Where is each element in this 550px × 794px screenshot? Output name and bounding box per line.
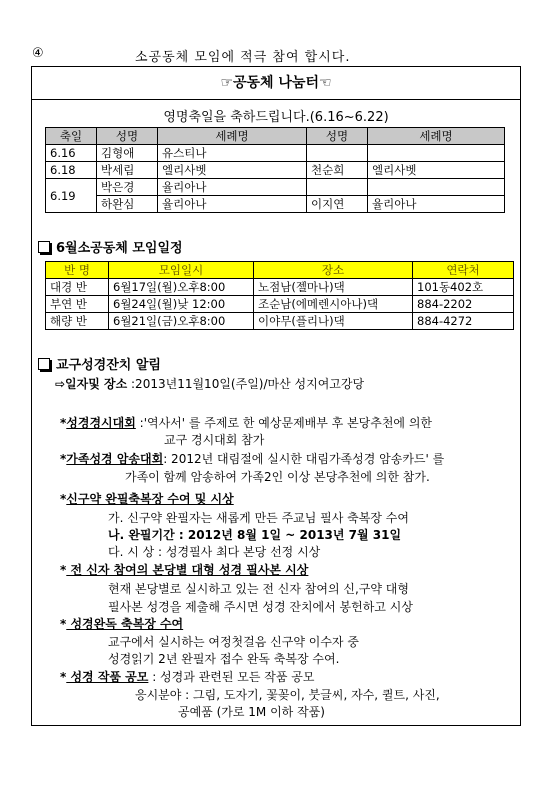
item-reading [60,615,183,632]
bullet-star: * [60,563,67,577]
cell-saint [368,145,505,162]
col-saint-2: 세례명 [368,128,505,145]
item-text: 교구 경시대회 참가 [164,433,265,447]
cell-date: 6.16 [46,145,97,162]
checkbox-icon [38,241,50,253]
cell-place: 조순남(에메렌시아나)댁 [254,296,413,313]
bullet-star: * [60,617,67,631]
bullet-star: * [60,670,67,684]
item-text: 가. 신구약 완필자는 새롭게 만든 주교님 필사 축복장 수여 [108,511,409,525]
item-text: 필사본 성경을 제출해 주시면 성경 잔치에서 봉헌하고 시상 [108,600,413,614]
cell-name [307,145,368,162]
bullet-star: * [60,416,67,430]
meetings-header-row [46,262,514,279]
item-text: 공예품 (가로 1M 이하 작품) [178,705,325,719]
col-name-1: 성명 [97,128,158,145]
col-group: 반 명 [46,262,109,279]
item-contest [60,668,314,685]
cell-time: 6월24일(월)낮 12:00 [109,296,254,313]
cell-group: 대경 반 [46,279,109,296]
cell-saint: 엘리사벳 [158,162,307,179]
title-divider [32,99,520,100]
item-text: 현재 본당별로 실시하고 있는 전 신자 참여의 신,구약 대형 [108,582,409,596]
col-saint-1: 세례명 [158,128,307,145]
item-text: 성경읽기 2년 완필자 접수 완독 축복장 수여. [108,652,340,666]
event-heading-wrap [38,354,161,373]
col-name-2: 성명 [307,128,368,145]
item-text: 나. 완필기간 : 2012년 8월 1일 ~ 2013년 7월 31일 [108,528,402,542]
item-text: 가족이 함께 암송하여 가족2인 이상 본당추천에 의한 참가. [125,470,430,484]
cell-group: 부연 반 [46,296,109,313]
table-row [46,279,514,296]
cell-name: 박세림 [97,162,158,179]
item-title: 신구약 완필축복장 수여 및 시상 [66,492,234,506]
item-title: 성경경시대회 [66,416,136,430]
meetings-heading: 6월소공동체 모임일정 [56,241,183,256]
item-quiz [60,414,432,431]
item-recitation [60,450,444,467]
event-date-line [55,375,364,392]
cell-place: 이야무(플리나)댁 [254,313,413,330]
col-date: 축일 [46,128,97,145]
meetings-heading-wrap [38,237,183,256]
cell-contact: 884-4272 [413,313,514,330]
cell-name [307,179,368,196]
meetings-table [45,261,514,330]
birthday-heading: 영명축일을 축하드립니다.(6.16~6.22) [163,110,389,125]
cell-name: 하완심 [97,196,158,213]
col-time: 모임일시 [109,262,254,279]
date-label: ⇨일자및 장소 [55,377,128,391]
cell-saint: 율리아나 [368,196,505,213]
item-large-bible [60,561,308,578]
table-row [46,162,505,179]
event-heading: 교구성경잔치 알림 [56,358,161,373]
cell-time: 6월21일(금)오후8:00 [109,313,254,330]
table-row [46,179,505,196]
table-row [46,145,505,162]
cell-date: 6.19 [46,179,97,213]
slogan: 소공동체 모임에 적극 참여 합시다. [135,50,351,65]
table-row [46,196,505,213]
item-text: :'역사서' 를 주제로 한 예상문제배부 후 본당추천에 의한 [135,416,433,430]
cell-time: 6월17일(월)오후8:00 [109,279,254,296]
table-row [46,296,514,313]
birthday-table [45,127,505,213]
item-title: 가족성경 암송대회 [66,452,164,466]
page-title: ☞공동체 나눔터☜ [220,75,332,91]
cell-saint: 엘리사벳 [368,162,505,179]
table-row [46,313,514,330]
item-title: 성경 작품 공모 [66,670,149,684]
item-transcription [60,490,234,507]
item-text: 교구에서 실시하는 여정첫걸음 신구약 이수자 중 [108,635,359,649]
item-title: 성경완독 축복장 수여 [66,617,184,631]
cell-contact: 884-2202 [413,296,514,313]
cell-contact: 101동402호 [413,279,514,296]
cell-group: 해량 반 [46,313,109,330]
cell-place: 노점남(젤마나)댁 [254,279,413,296]
col-place: 장소 [254,262,413,279]
cell-saint [368,179,505,196]
col-contact: 연락처 [413,262,514,279]
cell-saint: 유스티나 [158,145,307,162]
bullet-star: * [60,492,67,506]
item-text: 응시분야 : 그림, 도자기, 꽃꽂이, 붓글씨, 자수, 퀼트, 사진, [135,688,440,702]
checkbox-icon [38,358,50,370]
cell-name: 이지연 [307,196,368,213]
bullet-star: * [60,452,67,466]
birthday-header-row [46,128,505,145]
item-title: 전 신자 참여의 본당별 대형 성경 필사본 시상 [66,563,309,577]
item-text: : 2012년 대림절에 실시한 대림가족성경 암송카드' 를 [163,452,445,466]
page-number: ④ [32,46,44,61]
cell-saint: 율리아나 [158,196,307,213]
cell-name: 박은경 [97,179,158,196]
cell-date: 6.18 [46,162,97,179]
cell-name: 김형애 [97,145,158,162]
date-value: :2013년11월10일(주일)/마산 성지여고강당 [127,377,365,391]
cell-name: 천순희 [307,162,368,179]
item-text: : 성경과 관련된 모든 작품 공모 [148,670,315,684]
cell-saint: 율리아나 [158,179,307,196]
item-text: 다. 시 상 : 성경필사 최다 본당 선정 시상 [108,545,321,559]
